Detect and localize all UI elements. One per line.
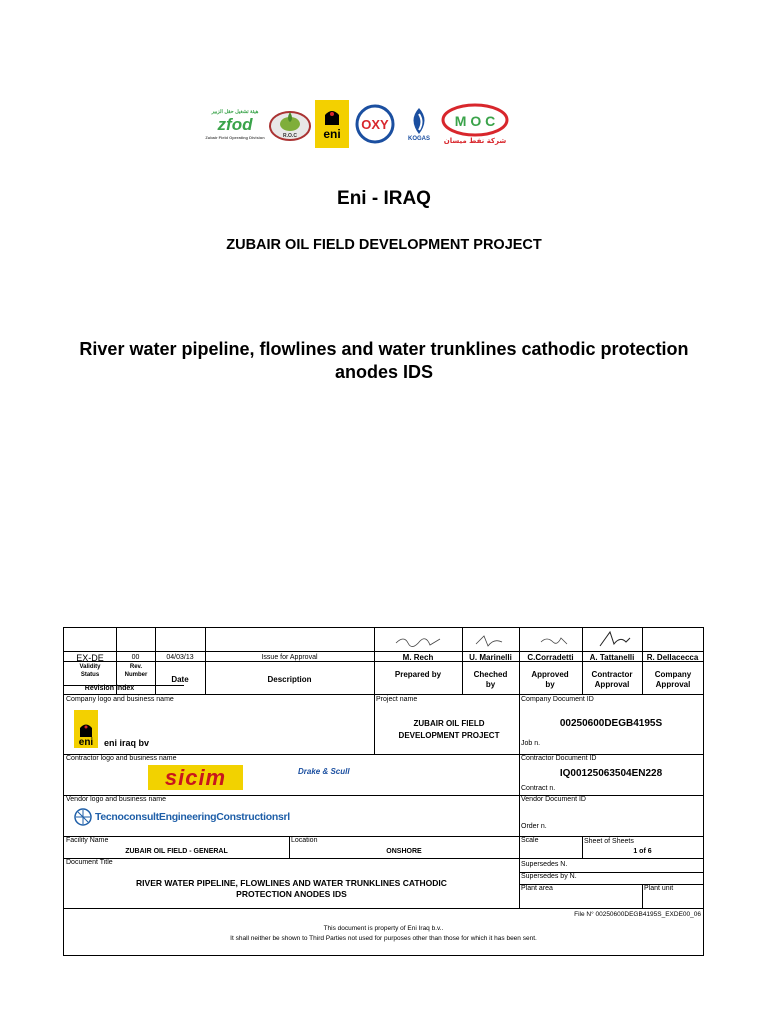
- sheet-value: 1 of 6: [633, 848, 652, 855]
- tecnoconsult-name: TecnoconsultEngineeringConstructionsrl: [95, 811, 290, 823]
- eni-iraq-name: eni iraq bv: [104, 738, 150, 748]
- vendor-logo-label: Vendor logo and business name: [66, 796, 167, 803]
- vendor-doc-id-label: Vendor Document ID: [521, 796, 586, 803]
- date-label: Date: [171, 675, 189, 684]
- sicim-logo: [148, 765, 243, 790]
- project-title: ZUBAIR OIL FIELD DEVELOPMENT PROJECT: [226, 237, 542, 253]
- contractor-doc-id-label: Contractor Document ID: [521, 755, 597, 762]
- location-label: Location: [291, 837, 318, 844]
- file-number: File N° 00250600DEGB4195S_EXDE00_06: [574, 911, 701, 918]
- company-name: R. Dellacecca: [646, 653, 699, 662]
- checked-name: U. Marinelli: [469, 653, 512, 662]
- order-label: Order n.: [521, 823, 547, 830]
- moc-logo-text: M O C: [454, 113, 496, 129]
- zfod-logo: [205, 100, 265, 148]
- facility-name-value: ZUBAIR OIL FIELD - GENERAL: [125, 848, 228, 855]
- validity-value: EX-DE: [76, 653, 104, 663]
- description-value: Issue for Approval: [261, 654, 318, 661]
- roo-logo-text: R.O.C: [283, 133, 297, 139]
- revision-index-label: Revision index: [84, 685, 135, 692]
- checked-label: Cheched by: [473, 670, 508, 689]
- contractor-doc-id: IQ00125063504EN228: [559, 768, 663, 779]
- company-doc-id: 00250600DEGB4195S: [559, 718, 663, 729]
- prepared-label: Prepared by: [394, 670, 442, 679]
- title-block: [63, 627, 704, 956]
- approved-name: C.Corradetti: [527, 653, 574, 662]
- rev-value: 00: [131, 654, 140, 661]
- doc-title-line2: PROTECTION ANODES IDS: [236, 889, 347, 899]
- oxy-logo-text: OXY: [361, 117, 389, 132]
- company-approval-label: Company Approval: [654, 670, 692, 689]
- zfod-logo-text: zfod: [217, 114, 253, 134]
- rev-label: Rev. Number: [124, 664, 148, 678]
- plant-area-label: Plant area: [521, 885, 553, 892]
- signature-checked: [474, 634, 504, 648]
- approved-label: Approved by: [531, 670, 569, 689]
- company-title: Eni - IRAQ: [337, 188, 431, 209]
- superseded-by-label: Supersedes by N.: [521, 873, 577, 880]
- eni-logo-text: eni: [78, 737, 94, 748]
- moc-logo: [440, 100, 510, 148]
- signature-prepared: [394, 633, 444, 649]
- scale-label: Scale: [521, 837, 539, 844]
- project-name-label: Project name: [376, 696, 418, 703]
- description-label: Description: [267, 675, 312, 684]
- prepared-name: M. Rech: [402, 653, 434, 662]
- supersedes-label: Supersedes N.: [521, 861, 568, 868]
- sheet-label: Sheet of Sheets: [584, 838, 634, 845]
- roo-logo: [268, 100, 312, 148]
- project-name-value: ZUBAIR OIL FIELD DEVELOPMENT PROJECT: [398, 719, 500, 740]
- date-value: 04/03/13: [166, 654, 194, 661]
- document-title-label: Document Title: [66, 859, 113, 866]
- sponsor-logos: [205, 98, 525, 150]
- oxy-logo: [352, 100, 398, 148]
- eni-sponsor-logo: [315, 100, 349, 148]
- confidentiality-notice: It shall neither be shown to Third Parties not used for purposes other than those for which it has been sent.: [230, 935, 537, 942]
- tecnoconsult-icon: [74, 808, 92, 826]
- kogas-logo-text: KOGAS: [407, 136, 430, 142]
- drake-scull-logo: Drake & Scull: [298, 767, 350, 776]
- signature-contractor: [596, 630, 632, 650]
- kogas-logo: [401, 100, 437, 148]
- location-value: ONSHORE: [386, 848, 422, 855]
- eni-sponsor-logo-text: eni: [323, 127, 341, 141]
- validity-label: Validity Status: [79, 664, 101, 678]
- company-logo-label: Company logo and business name: [66, 696, 174, 703]
- job-label: Job n.: [521, 740, 541, 747]
- zfod-tag-text: Zubair Field Operating Division: [205, 134, 265, 140]
- document-title: River water pipeline, flowlines and water trunklines cathodic protection anodes IDS: [79, 339, 689, 382]
- eni-logo: [74, 710, 98, 748]
- plant-unit-label: Plant unit: [644, 885, 674, 892]
- company-doc-id-label: Company Document ID: [521, 696, 594, 703]
- contractor-logo-label: Contractor logo and business name: [66, 755, 177, 762]
- signature-approved: [539, 634, 569, 648]
- zfod-arabic-text: هيئة تشغيل حقل الزبير: [211, 108, 259, 115]
- contractor-approval-label: Contractor Approval: [591, 670, 633, 689]
- contract-label: Contract n.: [521, 785, 556, 792]
- doc-title-line1: RIVER WATER PIPELINE, FLOWLINES AND WATER TRUNKLINES CATHODIC: [136, 878, 447, 888]
- tecnoconsult-logo: [74, 808, 290, 826]
- property-notice: This document is property of Eni Iraq b.v..: [323, 925, 444, 932]
- facility-name-label: Facility Name: [66, 837, 109, 844]
- contractor-name: A. Tattanelli: [589, 653, 635, 662]
- moc-arabic-text: شركة نفط ميسان: [443, 137, 507, 145]
- sicim-logo-text: sicim: [164, 764, 227, 790]
